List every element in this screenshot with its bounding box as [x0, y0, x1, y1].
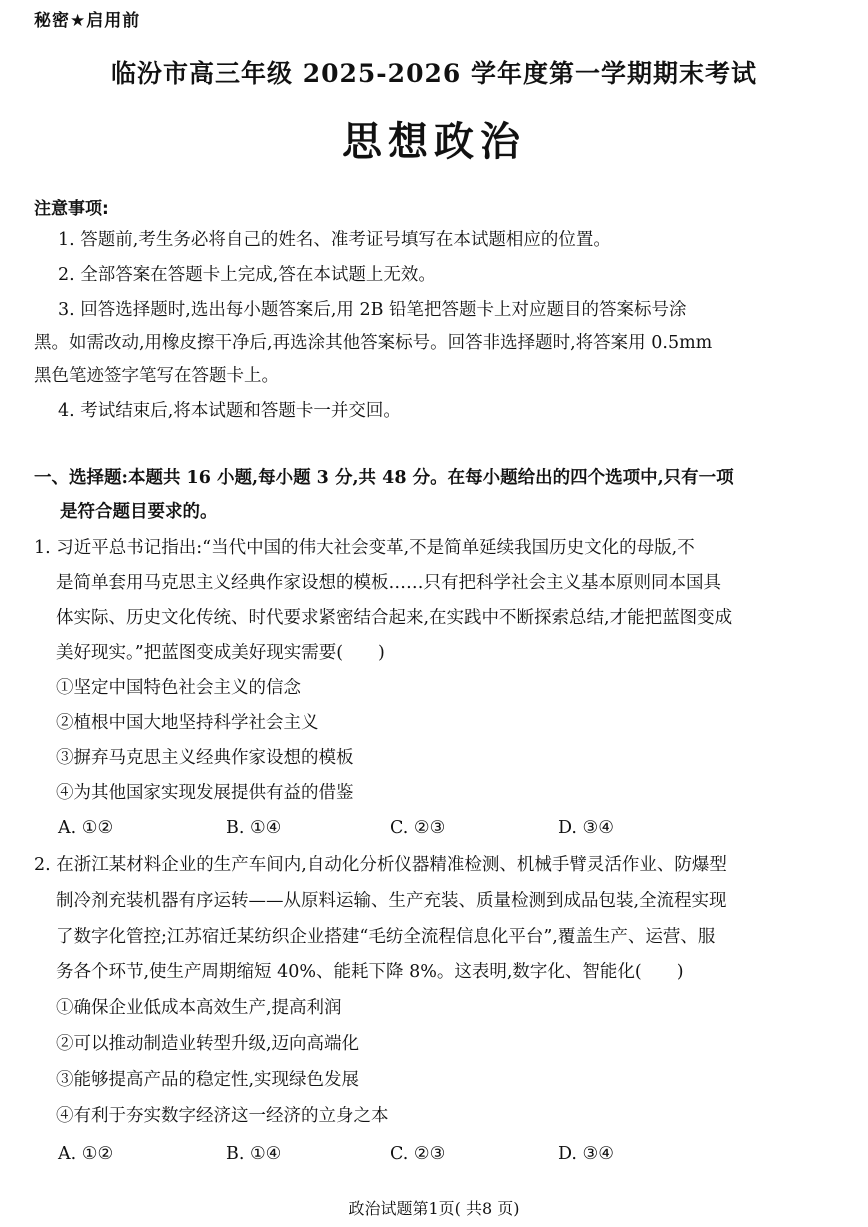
notice-line-2: 2. 全部答案在答题卡上完成,答在本试题上无效。	[58, 265, 436, 285]
q2-stem-line-3: 了数字化管控;江苏宿迁某纺织企业搭建“毛纺全流程信息化平台”,覆盖生产、运营、服	[56, 927, 716, 947]
q1-option-d: D. ③④	[558, 818, 614, 838]
q1-stem-line-3: 体实际、历史文化传统、时代要求紧密结合起来,在实践中不断探索总结,才能把蓝图变成	[56, 608, 733, 628]
secret-label: 秘密★启用前	[34, 11, 141, 31]
notice-line-6: 4. 考试结束后,将本试题和答题卡一并交回。	[58, 401, 401, 421]
q2-option-a: A. ①②	[58, 1144, 114, 1164]
q1-option-c: C. ②③	[390, 818, 446, 838]
q1-statement-1: ①坚定中国特色社会主义的信念	[56, 678, 301, 698]
q1-statement-4: ④为其他国家实现发展提供有益的借鉴	[56, 783, 354, 803]
q2-option-b: B. ①④	[226, 1144, 282, 1164]
notice-line-3: 3. 回答选择题时,选出每小题答案后,用 2B 铅笔把答题卡上对应题目的答案标号涂	[58, 300, 687, 320]
q1-option-a: A. ①②	[58, 818, 114, 838]
q2-option-d: D. ③④	[558, 1144, 614, 1164]
q1-stem-line-2: 是简单套用马克思主义经典作家设想的模板……只有把科学社会主义基本原则同本国具	[56, 573, 721, 593]
q1-statement-2: ②植根中国大地坚持科学社会主义	[56, 713, 319, 733]
q2-statement-2: ②可以推动制造业转型升级,迈向高端化	[56, 1034, 360, 1054]
q1-stem-line-4: 美好现实。”把蓝图变成美好现实需要( )	[56, 643, 385, 663]
q1-stem-line-1: 1. 习近平总书记指出:“当代中国的伟大社会变革,不是简单延续我国历史文化的母版,不	[34, 538, 695, 558]
q1-statement-3: ③摒弃马克思主义经典作家设想的模板	[56, 748, 354, 768]
notice-line-4: 黑。如需改动,用橡皮擦干净后,再选涂其他答案标号。回答非选择题时,将答案用 0.5mm	[34, 333, 713, 353]
q2-statement-1: ①确保企业低成本高效生产,提高利润	[56, 998, 342, 1018]
q2-stem-line-1: 2. 在浙江某材料企业的生产车间内,自动化分析仪器精准检测、机械手臂灵活作业、防爆型	[34, 855, 727, 875]
q2-stem-line-2: 制冷剂充装机器有序运转——从原料运输、生产充装、质量检测到成品包装,全流程实现	[56, 891, 727, 911]
section-heading-line-1: 一、选择题:本题共 16 小题,每小题 3 分,共 48 分。在每小题给出的四个选项中,只有一项	[34, 468, 734, 488]
notice-line-5: 黑色笔迹签字笔写在答题卡上。	[34, 366, 279, 386]
notice-heading: 注意事项:	[34, 199, 109, 219]
q2-statement-4: ④有利于夯实数字经济这一经济的立身之本	[56, 1106, 389, 1126]
section-heading-line-2: 是符合题目要求的。	[60, 502, 218, 522]
q2-statement-3: ③能够提高产品的稳定性,实现绿色发展	[56, 1070, 360, 1090]
subject-title: 思想政治	[342, 119, 526, 165]
q1-option-b: B. ①④	[226, 818, 282, 838]
q2-option-c: C. ②③	[390, 1144, 446, 1164]
exam-title: 临汾市高三年级 2025-2026 学年度第一学期期末考试	[111, 59, 757, 88]
q2-stem-line-4: 务各个环节,使生产周期缩短 40%、能耗下降 8%。这表明,数字化、智能化( )	[56, 962, 684, 982]
notice-line-1: 1. 答题前,考生务必将自己的姓名、准考证号填写在本试题相应的位置。	[58, 230, 611, 250]
page-footer: 政治试题第1页( 共8 页)	[348, 1199, 520, 1218]
